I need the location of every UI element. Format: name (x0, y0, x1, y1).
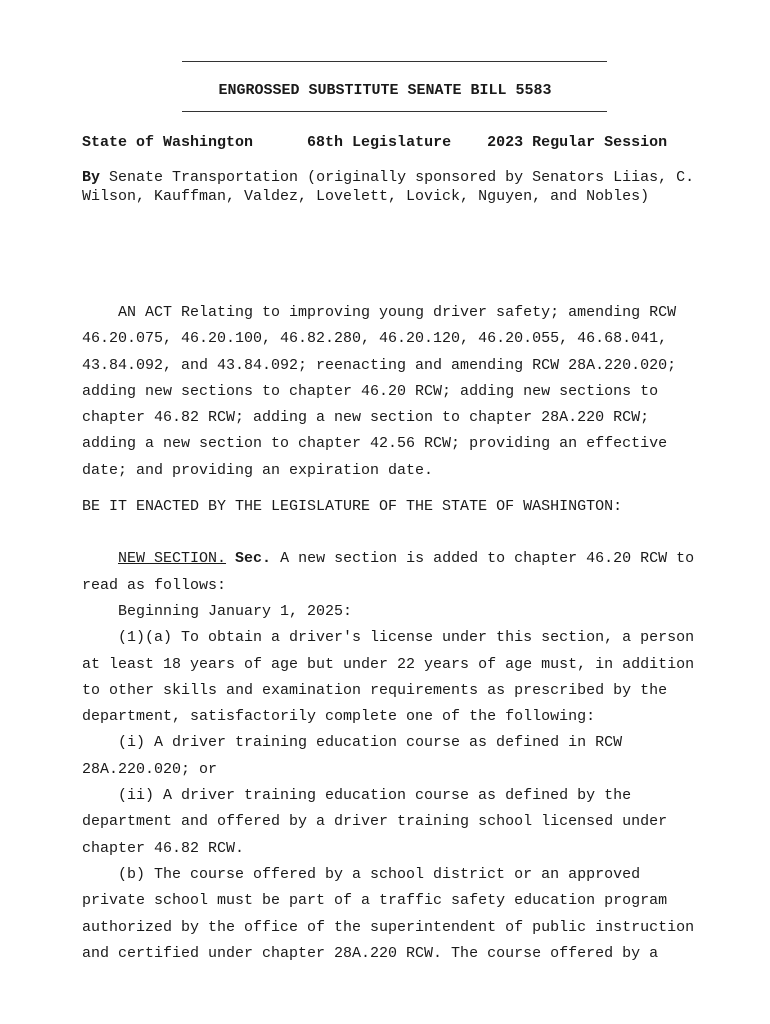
state-name: State of Washington (82, 134, 254, 151)
bill-body (82, 300, 707, 967)
top-rule (182, 61, 607, 62)
new-section-label: NEW SECTION. (118, 550, 227, 568)
section-paragraph: (b) The course offered by a school district or an approved private school must be part of a traffic safety education program authorized by the office of the superintendent of public instruction and certified under chapter 28A.220 RCW. The course offered by a (82, 865, 695, 962)
session-name: 2023 Regular Session (487, 134, 668, 151)
sponsor-text: Senate Transportation (originally sponsored by Senators Liias, C. Wilson, Kauffman, Valdez, Lovelett, Lovick, Nguyen, and Nobles) (82, 169, 695, 205)
legislature-number: 68th Legislature (307, 134, 452, 151)
new-section-heading (82, 546, 707, 599)
section-paragraph: (1)(a) To obtain a driver's license under this section, a person at least 18 years of age but under 22 years of age must, in addition to other skills and examination requirements as prescribed by the department, satisfactorily complete one of the following: (82, 629, 695, 726)
by-label: By (82, 169, 101, 186)
section-paragraph: (ii) A driver training education course as defined by the department and offered by a driver training school licensed under chapter 46.82 RCW. (82, 787, 668, 857)
sec-label: Sec. (235, 550, 272, 568)
bill-title: ENGROSSED SUBSTITUTE SENATE BILL 5583 (218, 82, 552, 99)
title-underline-rule (182, 111, 607, 112)
act-title-paragraph: AN ACT Relating to improving young driver safety; amending RCW 46.20.075, 46.20.100, 46.82.280, 46.20.120, 46.20.055, 46.68.041, 43.84.092, and 43.84.092; reenacting and amending RCW 28A.220.020; adding new sections to chapter 46.20 RCW; adding new sections to chapter 46.82 RCW; adding a new section to chapter 28A.220 RCW; adding a new section to chapter 42.56 RCW; providing an effective date; and providing an expiration date. (82, 304, 677, 479)
sponsor-line (82, 168, 707, 206)
section-intro: A new section is added to chapter 46.20 RCW to read as follows: (82, 550, 695, 594)
bill-meta-line (82, 134, 667, 151)
section-paragraph: Beginning January 1, 2025: (118, 602, 353, 620)
section-paragraph: (i) A driver training education course as defined in RCW 28A.220.020; or (82, 734, 623, 778)
enacting-clause: BE IT ENACTED BY THE LEGISLATURE OF THE STATE OF WASHINGTON: (82, 498, 623, 516)
